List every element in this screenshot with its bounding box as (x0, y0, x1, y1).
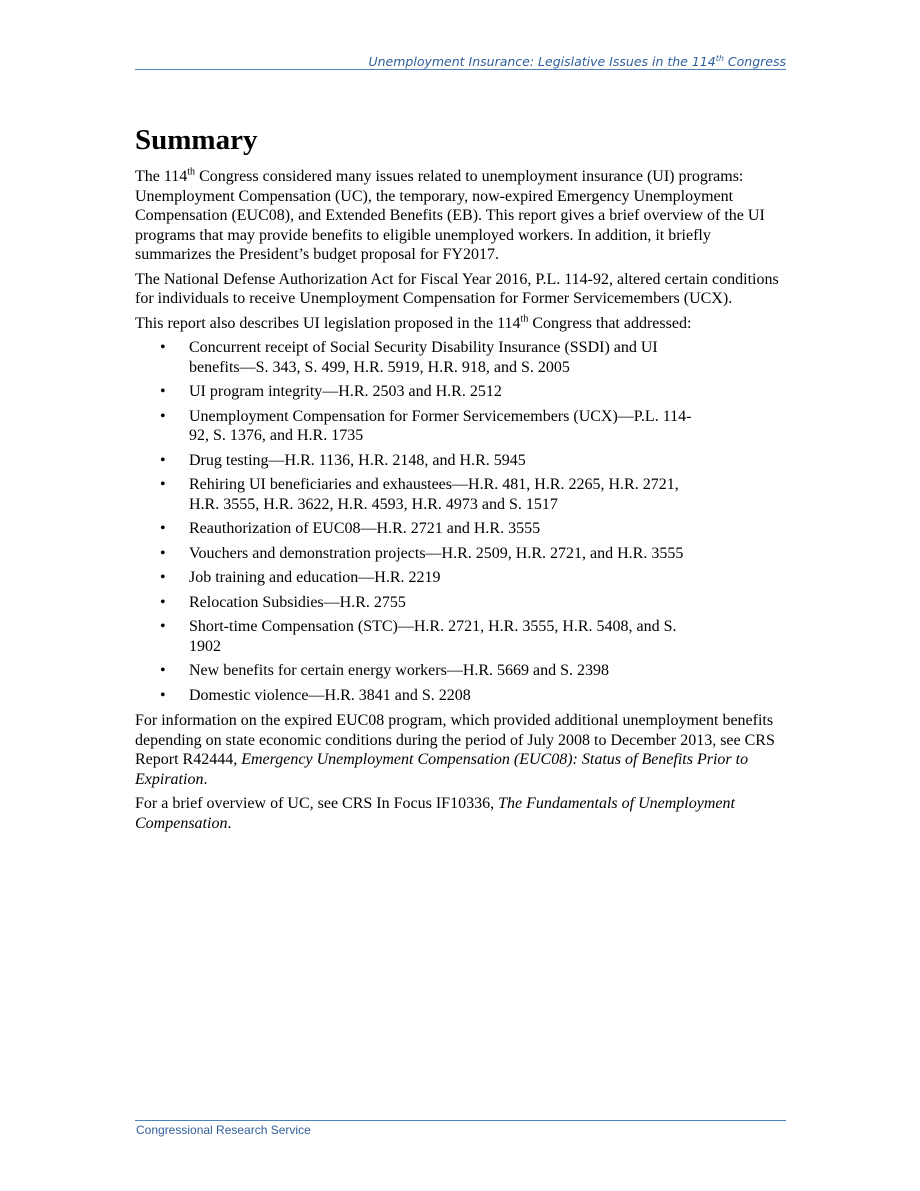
legislation-list (135, 338, 780, 705)
p5-pre: For a brief overview of UC, see CRS In Focus IF10336, (135, 795, 499, 812)
p1-post: Congress considered many issues related to unemployment insurance (UI) programs: Unemployment Compensation (UC), the temporary, now-expired Emergency Unemployment Compensation (EUC08), and Extended Benefits (EB). This report gives a brief overview of the UI programs that may provide benefits to eligible unemployed workers. In addition, it briefly summarizes the President’s budget proposal for FY2017. (135, 168, 765, 263)
p3-pre: This report also describes UI legislation proposed in the 114 (135, 314, 521, 332)
p3-sup: th (520, 313, 529, 325)
header-divider (135, 69, 786, 70)
header-text-post: Congress (723, 54, 786, 70)
list-item (135, 519, 780, 539)
summary-body (135, 167, 780, 838)
list-item (135, 544, 780, 564)
paragraph-ndaa: The National Defense Authorization Act for Fiscal Year 2016, P.L. 114-92, altered certain conditions for individuals to receive Unemployment Compensation for Former Servicemembers (UCX). (135, 270, 779, 307)
list-item-text: • Drug testing—H.R. 1136, H.R. 2148, and H.R. 5945 (189, 451, 526, 469)
list-item-text: • Unemployment Compensation for Former Servicemembers (UCX)—P.L. 114-92, S. 1376, and H.R. 1735 (189, 407, 692, 444)
report-title-euc08: Emergency Unemployment Compensation (EUC08): Status of Benefits Prior to Expiration (135, 751, 749, 788)
p1-pre: The 114 (135, 168, 188, 185)
list-item-text: • Relocation Subsidies—H.R. 2755 (189, 593, 406, 611)
header-text-sup: th (715, 54, 724, 63)
list-item (135, 617, 780, 656)
p1-sup: th (187, 166, 196, 178)
list-item-text: • Reauthorization of EUC08—H.R. 2721 and H.R. 3555 (189, 520, 541, 537)
list-item-text: • Vouchers and demonstration projects—H.R. 2509, H.R. 2721, and H.R. 3555 (189, 544, 684, 562)
p5-post: . (227, 814, 232, 832)
paragraph-uc-reference (135, 794, 780, 833)
list-item (135, 407, 780, 446)
list-item-text: • Rehiring UI beneficiaries and exhaustees—H.R. 481, H.R. 2265, H.R. 2721, H.R. 3555, H.R. 3622, H.R. 4593, H.R. 4973 and S. 1517 (189, 476, 679, 513)
paragraph-legislation-intro (135, 314, 780, 334)
paragraph-intro (135, 167, 780, 265)
list-item-text: • Domestic violence—H.R. 3841 and S. 2208 (189, 686, 471, 704)
list-item (135, 338, 780, 377)
list-item-text: • Job training and education—H.R. 2219 (189, 569, 441, 586)
page-title: Summary (135, 124, 258, 156)
list-item-text: • New benefits for certain energy workers—H.R. 5669 and S. 2398 (189, 662, 610, 679)
list-item (135, 661, 780, 681)
paragraph-euc08-reference (135, 711, 780, 789)
running-footer: Congressional Research Service (136, 1123, 311, 1137)
footer-divider (135, 1120, 786, 1121)
list-item-text: • Concurrent receipt of Social Security Disability Insurance (SSDI) and UI benefits—S. 343, S. 499, H.R. 5919, H.R. 918, and S. 2005 (189, 339, 658, 376)
list-item-text: • Short-time Compensation (STC)—H.R. 2721, H.R. 3555, H.R. 5408, and S. 1902 (189, 618, 677, 655)
p4-post: . (203, 770, 208, 788)
list-item (135, 475, 780, 514)
list-item-text: • UI program integrity—H.R. 2503 and H.R. 2512 (189, 383, 502, 400)
p4-pre: For information on the expired EUC08 program, which provided additional unemployment benefits depending on state economic conditions during the period of July 2008 to December 2013, see CRS Report R42444, (135, 712, 775, 768)
list-item (135, 451, 780, 471)
list-item (135, 593, 780, 613)
list-item (135, 382, 780, 402)
list-item (135, 568, 780, 588)
p3-post: Congress that addressed: (528, 314, 692, 332)
report-title-uc: The Fundamentals of Unemployment Compensation (135, 795, 735, 832)
list-item (135, 686, 780, 706)
running-header (135, 54, 786, 69)
header-text-pre: Unemployment Insurance: Legislative Issues in the 114 (368, 54, 716, 70)
